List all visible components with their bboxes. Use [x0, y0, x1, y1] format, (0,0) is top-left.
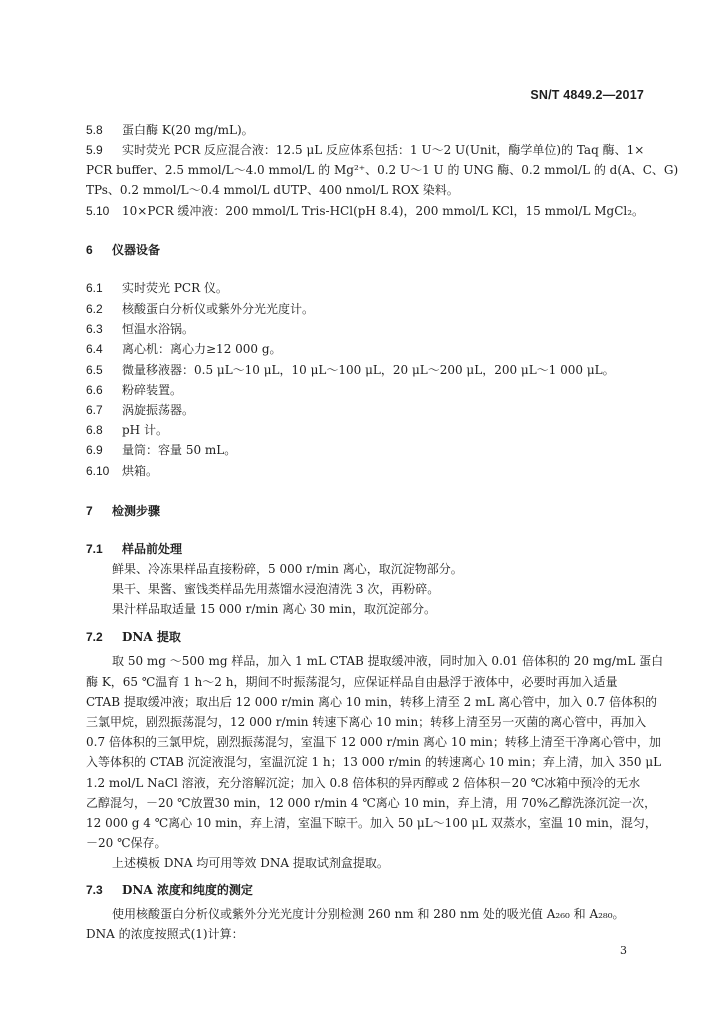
instrument-item: 6.10 烘箱。: [86, 464, 159, 478]
instrument-item: 6.2 核酸蛋白分析仪或紫外分光光度计。: [86, 302, 315, 316]
paragraph-line: DNA 的浓度按照式(1)计算：: [86, 927, 244, 941]
paragraph-line: －20 ℃保存。: [86, 836, 167, 850]
paragraph-line: 乙醇混匀，－20 ℃放置30 min，12 000 r/min 4 ℃离心 10 min，弃上清，用 70%乙醇洗涤沉淀一次，: [86, 796, 657, 810]
instrument-item: 6.9 量筒：容量 50 mL。: [86, 443, 237, 457]
reagent-item: 5.9 实时荧光 PCR 反应混合液：12.5 μL 反应体系包括：1 U～2 U(Unit，酶学单位)的 Taq 酶、1×: [86, 143, 645, 157]
instrument-item: 6.3 恒温水浴锅。: [86, 322, 195, 336]
subsection-heading-7-3: 7.3 DNA 浓度和纯度的测定: [86, 883, 253, 897]
subsection-heading-7-2: 7.2 DNA 提取: [86, 630, 181, 644]
paragraph-line: 果汁样品取适量 15 000 r/min 离心 30 min，取沉淀部分。: [112, 602, 437, 616]
reagent-line: TPs、0.2 mmol/L～0.4 mmol/L dUTP、400 nmol/L ROX 染料。: [86, 183, 459, 197]
paragraph-line: 12 000 g 4 ℃离心 10 min，弃上清，室温下晾干。加入 50 μL～100 μL 双蒸水，室温 10 min，混匀，: [86, 816, 657, 830]
instrument-item: 6.8 pH 计。: [86, 423, 168, 437]
paragraph-line: 取 50 mg ～500 mg 样品，加入 1 mL CTAB 提取缓冲液，同时加入 0.01 倍体积的 20 mg/mL 蛋白: [112, 654, 664, 668]
paragraph-line: 酶 K，65 ℃温育 1 h～2 h，期间不时振荡混匀，应保证样品自由悬浮于液体中，必要时再加入适量: [86, 675, 618, 689]
paragraph-line: 鲜果、冷冻果样品直接粉碎，5 000 r/min 离心，取沉淀物部分。: [112, 562, 463, 576]
paragraph-line: 1.2 mol/L NaCl 溶液，充分溶解沉淀；加入 0.8 倍体积的异丙醇或 2 倍体积－20 ℃冰箱中预冷的无水: [86, 776, 641, 790]
paragraph-line: 入等体积的 CTAB 沉淀液混匀，室温沉淀 1 h；13 000 r/min 的转速离心 10 min；弃上清，加入 350 μL: [86, 755, 662, 769]
instrument-item: 6.1 实时荧光 PCR 仪。: [86, 281, 228, 295]
reagent-item: 5.8 蛋白酶 K(20 mg/mL)。: [86, 123, 254, 137]
paragraph-line: CTAB 提取缓冲液；取出后 12 000 r/min 离心 10 min，转移上清至 2 mL 离心管中，加入 0.7 倍体积的: [86, 695, 657, 709]
instrument-item: 6.4 离心机：离心力≥12 000 g。: [86, 342, 282, 356]
paragraph-line: 使用核酸蛋白分析仪或紫外分光光度计分别检测 260 nm 和 280 nm 处的吸光值 A₂₆₀ 和 A₂₈₀。: [112, 907, 625, 921]
reagent-line: PCR buffer、2.5 mmol/L～4.0 mmol/L 的 Mg²⁺、0.2 U～1 U 的 UNG 酶、0.2 mmol/L 的 d(A、C、G): [86, 163, 679, 177]
instrument-item: 6.5 微量移液器：0.5 μL～10 μL，10 μL～100 μL，20 μL～200 μL，200 μL～1 000 μL。: [86, 363, 615, 377]
page-number: 3: [620, 944, 627, 957]
section-heading-6: 6 仪器设备: [86, 243, 161, 257]
reagent-item: 5.10 10×PCR 缓冲液：200 mmol/L Tris-HCl(pH 8.4)，200 mmol/L KCl，15 mmol/L MgCl₂。: [86, 204, 645, 218]
paragraph-note: 上述模板 DNA 均可用等效 DNA 提取试剂盒提取。: [112, 856, 389, 870]
paragraph-line: 0.7 倍体积的三氯甲烷，剧烈振荡混匀，室温下 12 000 r/min 离心 10 min；转移上清至干净离心管中，加: [86, 735, 661, 749]
instrument-item: 6.7 涡旋振荡器。: [86, 403, 195, 417]
subsection-heading-7-1: 7.1 样品前处理: [86, 542, 183, 556]
instrument-item: 6.6 粉碎装置。: [86, 383, 183, 397]
standard-id: SN/T 4849.2—2017: [530, 88, 644, 102]
paragraph-line: 三氯甲烷，剧烈振荡混匀，12 000 r/min 转速下离心 10 min；转移上清至另一灭菌的离心管中，再加入: [86, 715, 647, 729]
paragraph-line: 果干、果酱、蜜饯类样品先用蒸馏水浸泡清洗 3 次，再粉碎。: [112, 582, 440, 596]
section-heading-7: 7 检测步骤: [86, 504, 161, 518]
